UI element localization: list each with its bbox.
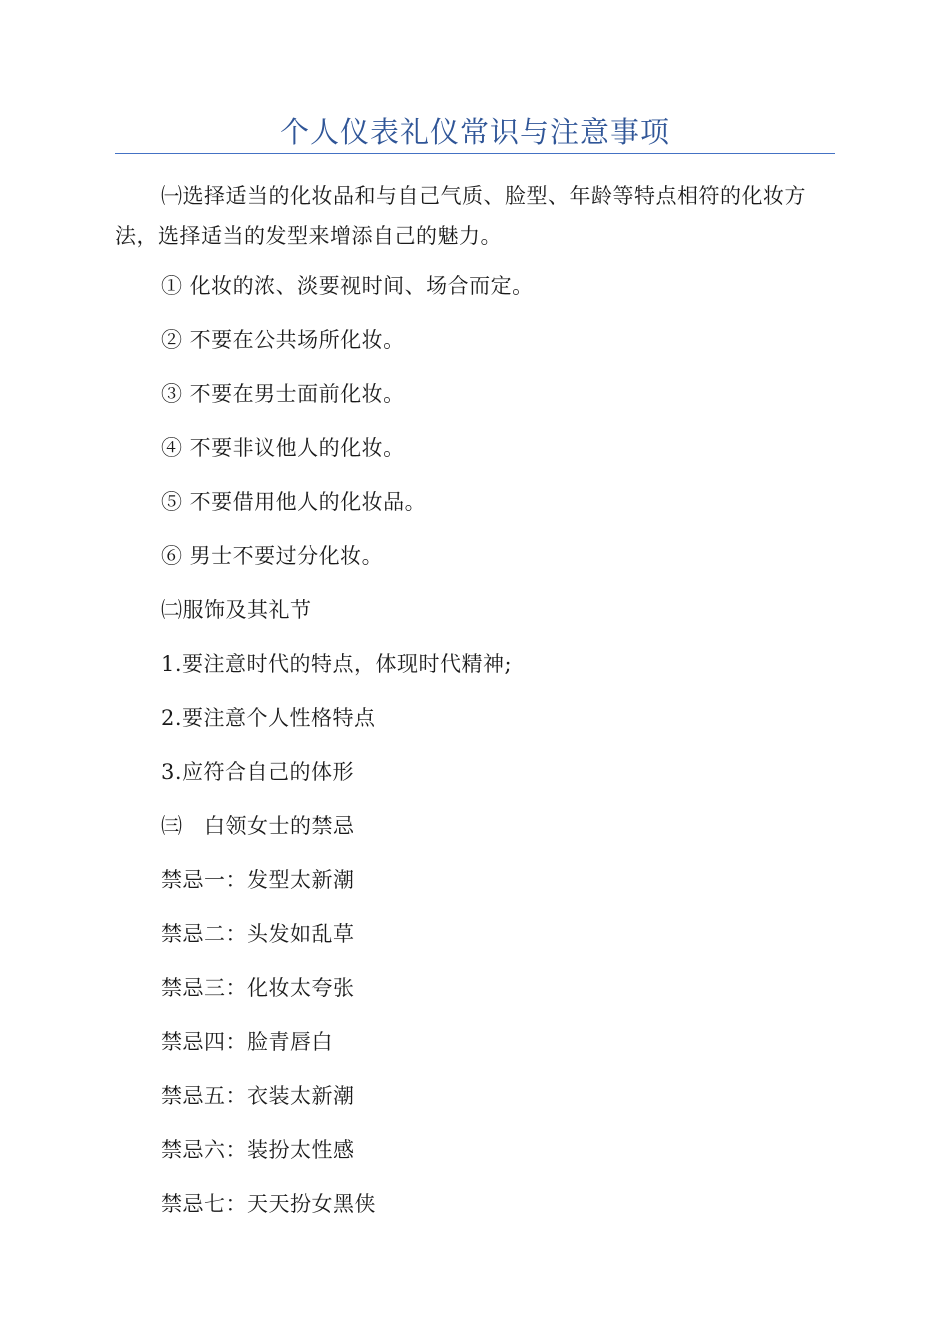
- section2-item-2: 2.要注意个人性格特点: [161, 706, 376, 730]
- document-title: 个人仪表礼仪常识与注意事项: [279, 115, 670, 149]
- section2-item-1: 1.要注意时代的特点，体现时代精神;: [161, 652, 513, 676]
- taboo-1: 禁忌一：发型太新潮: [161, 868, 355, 892]
- title-underline: [115, 153, 835, 154]
- makeup-rule-4: ④ 不要非议他人的化妆。: [161, 436, 405, 460]
- makeup-rule-5: ⑤ 不要借用他人的化妆品。: [161, 490, 427, 514]
- section3-heading: ㈢ 白领女士的禁忌: [161, 814, 355, 838]
- makeup-rule-2: ② 不要在公共场所化妆。: [161, 328, 405, 352]
- makeup-rule-3: ③ 不要在男士面前化妆。: [161, 382, 405, 406]
- taboo-7: 禁忌七：天天扮女黑侠: [161, 1192, 376, 1216]
- taboo-6: 禁忌六：装扮太性感: [161, 1138, 355, 1162]
- taboo-5: 禁忌五：衣装太新潮: [161, 1084, 355, 1108]
- taboo-3: 禁忌三：化妆太夸张: [161, 976, 355, 1000]
- makeup-rule-1: ① 化妆的浓、淡要视时间、场合而定。: [161, 274, 534, 298]
- intro-paragraph: ㈠选择适当的化妆品和与自己气质、脸型、年龄等特点相符的化妆方法，选择适当的发型来增添自己的魅力。: [115, 184, 806, 248]
- taboo-2: 禁忌二：头发如乱草: [161, 922, 355, 946]
- section2-item-3: 3.应符合自己的体形: [161, 760, 355, 784]
- makeup-rule-6: ⑥ 男士不要过分化妆。: [161, 544, 384, 568]
- taboo-4: 禁忌四：脸青唇白: [161, 1030, 333, 1054]
- section2-heading: ㈡服饰及其礼节: [161, 598, 312, 622]
